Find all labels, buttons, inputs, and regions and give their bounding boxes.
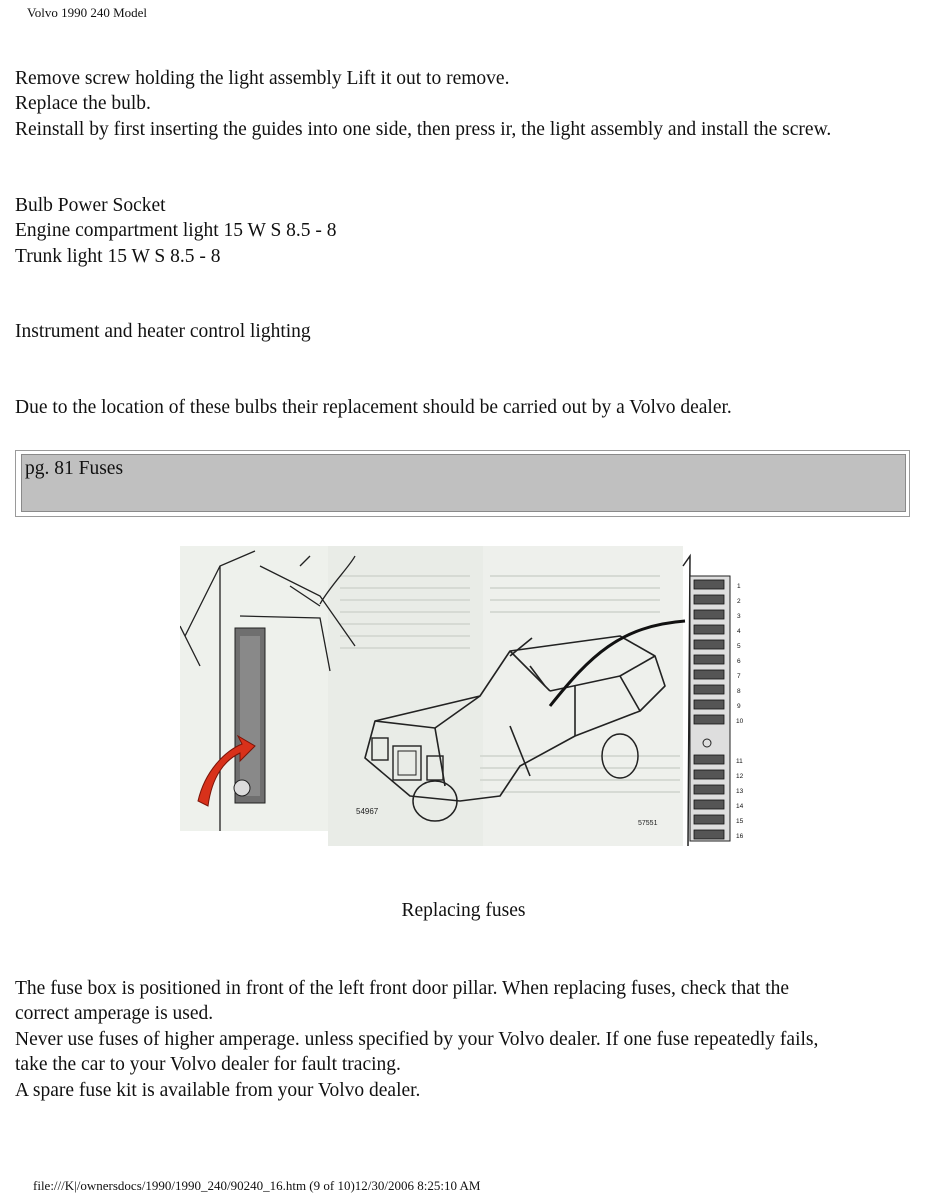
dealer-note: Due to the location of these bulbs their replacement should be carried out by a Volvo dealer. bbox=[15, 397, 732, 418]
intro-line-3: Reinstall by first inserting the guides into one side, then press ir, the light assembly and install the screw. bbox=[15, 119, 832, 140]
figure-code-right: 57551 bbox=[638, 820, 658, 827]
bulb-trunk: Trunk light 15 W S 8.5 - 8 bbox=[15, 246, 221, 267]
fuse-number: 11 bbox=[736, 758, 743, 765]
intro-line-2: Replace the bulb. bbox=[15, 93, 151, 114]
figure-caption: Replacing fuses bbox=[401, 900, 526, 921]
fuse-number: 3 bbox=[737, 613, 741, 620]
intro-line-1: Remove screw holding the light assembly Lift it out to remove. bbox=[15, 68, 510, 89]
fuse-illustration bbox=[180, 546, 746, 846]
body-line-4: take the car to your Volvo dealer for fault tracing. bbox=[15, 1054, 401, 1075]
fuse-number: 8 bbox=[737, 688, 741, 695]
page-banner-panel bbox=[21, 454, 906, 512]
body-line-5: A spare fuse kit is available from your Volvo dealer. bbox=[15, 1080, 421, 1101]
body-line-2: correct amperage is used. bbox=[15, 1003, 214, 1024]
fuse-illustration-svg bbox=[180, 546, 746, 846]
fuse-number: 16 bbox=[736, 833, 744, 840]
figure-code-left: 54967 bbox=[356, 807, 379, 816]
bulb-engine-compartment: Engine compartment light 15 W S 8.5 - 8 bbox=[15, 220, 337, 241]
body-line-3: Never use fuses of higher amperage. unless specified by your Volvo dealer. If one fuse repeatedly fails, bbox=[15, 1029, 819, 1050]
fuse-number: 7 bbox=[737, 673, 741, 680]
footer-file-path: file:///K|/ownersdocs/1990/1990_240/90240_16.htm (9 of 10)12/30/2006 8:25:10 AM bbox=[33, 1178, 481, 1193]
fuse-number: 9 bbox=[737, 703, 741, 710]
body-line-1: The fuse box is positioned in front of the left front door pillar. When replacing fuses, check that the bbox=[15, 978, 790, 999]
fuse-number: 13 bbox=[736, 788, 744, 795]
fuse-number: 4 bbox=[737, 628, 741, 635]
fuse-number: 2 bbox=[737, 598, 741, 605]
page-banner bbox=[15, 450, 910, 517]
fuse-number: 10 bbox=[736, 718, 744, 725]
fuse-number: 5 bbox=[737, 643, 741, 650]
fuse-number: 14 bbox=[736, 803, 744, 810]
fuse-number: 12 bbox=[736, 773, 744, 780]
bulb-header: Bulb Power Socket bbox=[15, 195, 166, 216]
fuse-number: 1 bbox=[737, 583, 741, 590]
page-banner-text: pg. 81 Fuses bbox=[25, 458, 124, 479]
section-heading: Instrument and heater control lighting bbox=[15, 321, 311, 342]
fuse-number: 15 bbox=[736, 818, 744, 825]
page-header-title: Volvo 1990 240 Model bbox=[27, 5, 148, 20]
fuse-number: 6 bbox=[737, 658, 741, 665]
